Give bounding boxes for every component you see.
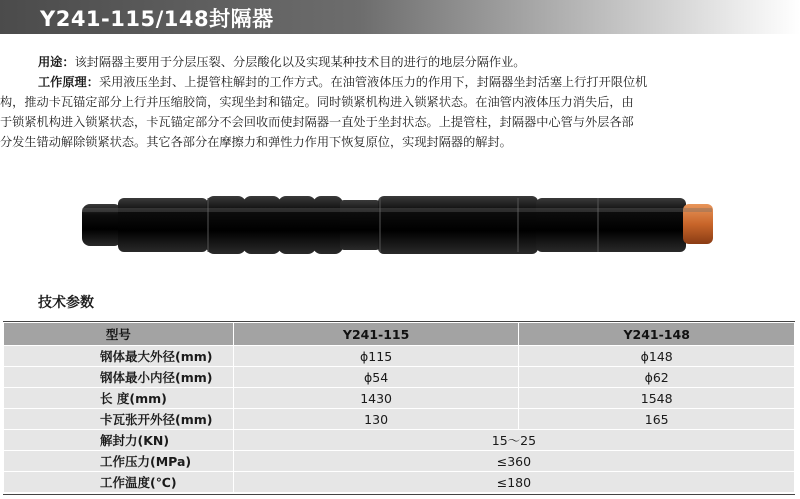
cell-value: 1548: [519, 388, 795, 409]
specs-table: [3, 322, 795, 493]
header-y241-148: Y241-148: [519, 323, 795, 346]
table-row: [4, 346, 795, 367]
cell-value: 130: [233, 409, 519, 430]
table-row: [4, 367, 795, 388]
row-label: 钢体最大外径(mm): [4, 346, 234, 367]
cell-value: 1430: [233, 388, 519, 409]
cell-value: ϕ62: [519, 367, 795, 388]
principle-line-1: 采用液压坐封、上提管柱解封的工作方式。在油管液体压力的作用下，封隔器坐封活塞上行打开限位机: [98, 75, 648, 89]
header-model: 型号: [4, 323, 234, 346]
row-label: 长 度(mm): [4, 388, 234, 409]
cell-value: ≤360: [233, 451, 794, 472]
row-label: 解封力(KN): [4, 430, 234, 451]
cell-value: ϕ54: [233, 367, 519, 388]
principle-line-3: 于锁紧机构进入锁紧状态，卡瓦锚定部分不会回收而使封隔器一直处于坐封状态。上提管柱，封隔器中心管与外层各部: [0, 115, 634, 129]
cell-value: ≤180: [233, 472, 794, 493]
header-y241-115: Y241-115: [233, 323, 519, 346]
cell-value: ϕ148: [519, 346, 795, 367]
cell-value: ϕ115: [233, 346, 519, 367]
row-label: 工作温度(℃): [4, 472, 234, 493]
principle-label: 工作原理：: [38, 75, 99, 89]
row-label: 工作压力(MPa): [4, 451, 234, 472]
usage-paragraph: [0, 52, 800, 72]
table-bottom-border: [3, 494, 795, 495]
table-row: [4, 388, 795, 409]
usage-text: 该封隔器主要用于分层压裂、分层酸化以及实现某种技术目的进行的地层分隔作业。: [74, 55, 526, 69]
principle-line-2: 构，推动卡瓦锚定部分上行并压缩胶筒，实现坐封和锚定。同时锁紧机构进入锁紧状态。在油管内液体压力消失后，由: [0, 95, 634, 109]
table-row: [4, 472, 795, 493]
specs-section-title: 技术参数: [38, 295, 94, 311]
row-label: 卡瓦张开外径(mm): [4, 409, 234, 430]
page-title: Y241-115/148封隔器: [40, 7, 274, 31]
title-bar: [0, 0, 800, 34]
usage-label: 用途：: [38, 55, 75, 69]
table-row: [4, 451, 795, 472]
principle-paragraph: [0, 72, 800, 92]
cell-value: 165: [519, 409, 795, 430]
principle-line-4: 分发生错动解除锁紧状态。其它各部分在摩擦力和弹性力作用下恢复原位，实现封隔器的解封。: [0, 135, 512, 149]
cell-value: 15～25: [233, 430, 794, 451]
description: [0, 52, 800, 152]
table-header-row: [4, 323, 795, 346]
packer-product-image: [78, 188, 720, 258]
table-row: [4, 409, 795, 430]
row-label: 钢体最小内径(mm): [4, 367, 234, 388]
table-row: [4, 430, 795, 451]
